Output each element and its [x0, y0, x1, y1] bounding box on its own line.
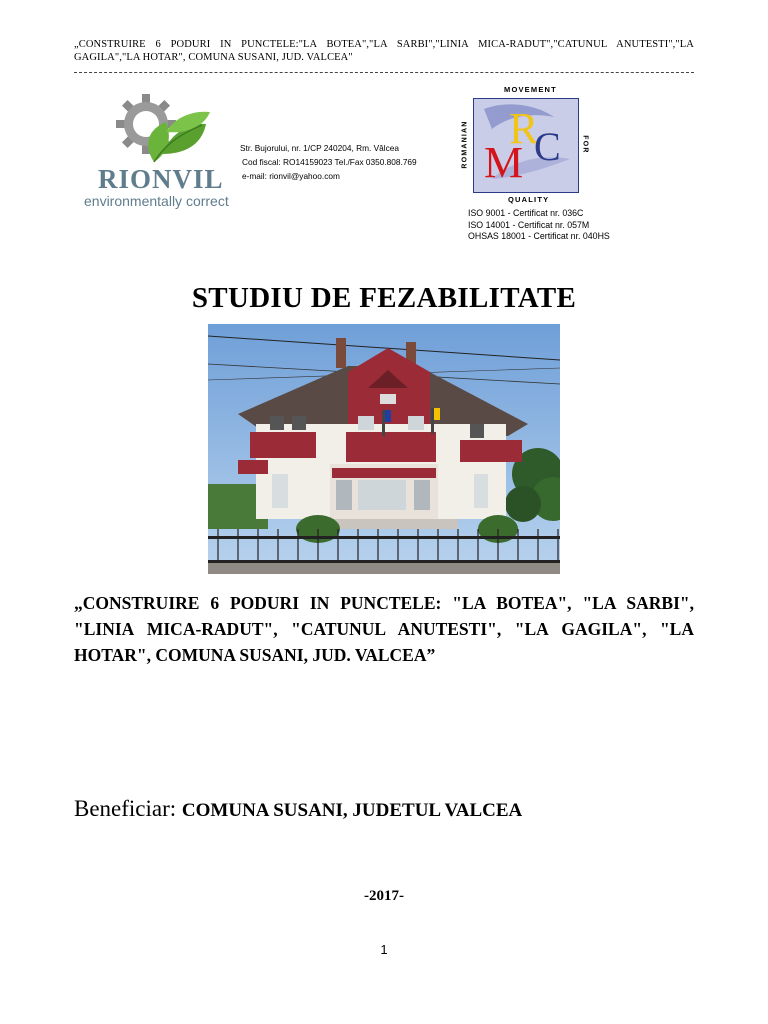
beneficiary-label: Beneficiar:	[74, 796, 177, 821]
rionvil-logo	[84, 92, 254, 212]
company-contact	[240, 141, 417, 183]
project-title: „CONSTRUIRE 6 PODURI IN PUNCTELE: "LA BOTEA", "LA SARBI", "LINIA MICA-RADUT", "CATUNUL ANUTESTI", "LA GAGILA", "LA HOTAR", COMUNA SUSANI, JUD. VALCEA”	[74, 593, 694, 665]
certifications-list	[468, 208, 610, 243]
company-fiscal: Cod fiscal: RO14159023 Tel./Fax 0350.808.769	[242, 157, 417, 167]
mrc-top-label: MOVEMENT	[504, 85, 557, 94]
document-title: STUDIU DE FEZABILITATE	[191, 282, 577, 314]
beneficiary-line	[74, 796, 522, 822]
header-project-title: „CONSTRUIRE 6 PODURI IN PUNCTELE:"LA BOTEA","LA SARBI","LINIA MICA-RADUT","CATUNUL ANUTESTI","LA GAGILA","LA HOTAR", COMUNA SUSANI, JUD. VALCEA"	[74, 39, 694, 63]
mrc-letter-r: R	[509, 104, 539, 153]
mrc-quality-logo	[460, 84, 600, 208]
mrc-emblem	[473, 98, 579, 193]
mrc-bottom-label: QUALITY	[508, 195, 550, 204]
beneficiary-value: COMUNA SUSANI, JUDETUL VALCEA	[181, 800, 523, 821]
header-divider	[74, 72, 694, 73]
town-hall-photo	[208, 324, 560, 574]
company-tagline: environmentally correct	[84, 193, 229, 209]
building-image	[208, 324, 560, 574]
gear-leaf-icon	[114, 92, 224, 172]
mrc-left-label: ROMANIAN	[461, 120, 469, 169]
certification-item: ISO 9001 - Certificat nr. 036C	[468, 208, 584, 218]
certification-item: ISO 14001 - Certificat nr. 057M	[468, 219, 590, 230]
mrc-letter-c: C	[534, 124, 561, 169]
company-name: RIONVIL	[98, 164, 224, 194]
document-year: -2017-	[364, 888, 404, 904]
page-number: 1	[380, 942, 388, 957]
company-email: e-mail: rionvil@yahoo.com	[242, 171, 340, 181]
mrc-letter-m: M	[484, 138, 524, 187]
certification-item: OHSAS 18001 - Certificat nr. 040HS	[468, 231, 610, 241]
company-address: Str. Bujorului, nr. 1/CP 240204, Rm. Vâlcea	[240, 143, 399, 153]
mrc-right-label: FOR	[581, 135, 589, 154]
